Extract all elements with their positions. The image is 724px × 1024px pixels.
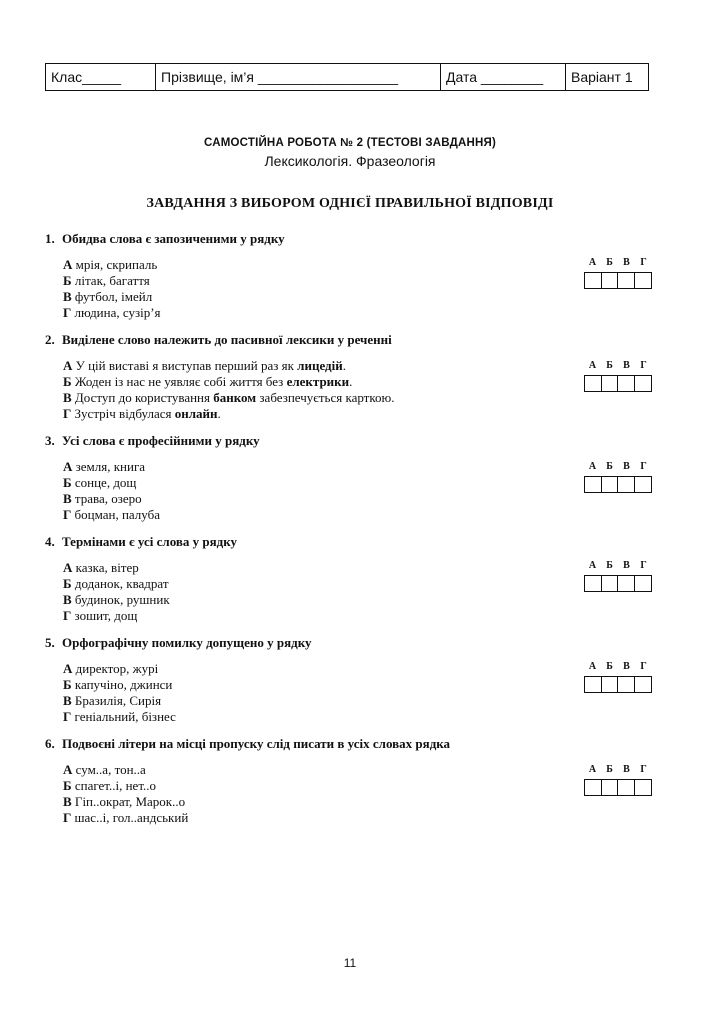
answer-box-d[interactable] [635, 376, 651, 391]
option-a [63, 762, 660, 778]
answer-box-d[interactable] [635, 273, 651, 288]
option-letter: В [63, 794, 72, 809]
option-text: Гіп..oкрат, Марок..о [71, 794, 186, 809]
class-field[interactable] [46, 64, 156, 90]
option-text: мрія, скрипаль [72, 257, 158, 272]
option-letter: А [63, 560, 73, 575]
question-number: 4. [45, 534, 55, 549]
option-d [63, 810, 660, 826]
answer-boxes [584, 575, 652, 592]
option-text: казка, вітер [72, 560, 139, 575]
question-number: 5. [45, 635, 55, 650]
option-c [63, 592, 660, 608]
answer-letters [584, 764, 654, 776]
option-text: директор, журі [72, 661, 159, 676]
option-letter: Г [63, 810, 72, 825]
option-c [63, 794, 660, 810]
option-b [63, 273, 660, 289]
option-letter: Б [63, 778, 72, 793]
question-text: Термінами є усі слова у рядку [62, 534, 238, 549]
answer-box-b[interactable] [602, 576, 619, 591]
work-title: САМОСТІЙНА РОБОТА № 2 (ТЕСТОВІ ЗАВДАННЯ) [203, 137, 497, 149]
option-b [63, 778, 660, 794]
option-text: літак, багаття [71, 273, 150, 288]
answer-letter: Б [606, 360, 613, 371]
question-number: 2. [45, 332, 55, 347]
answer-box-c[interactable] [618, 273, 635, 288]
option-a [63, 257, 660, 273]
option-letter: А [63, 661, 73, 676]
option-b [63, 374, 660, 390]
answer-letter: Б [606, 461, 613, 472]
answer-letter: Б [606, 560, 613, 571]
answer-box-b[interactable] [602, 780, 619, 795]
answer-box-b[interactable] [602, 677, 619, 692]
options-list [63, 358, 660, 422]
options-list [63, 257, 660, 321]
answer-letter: Г [640, 461, 647, 472]
option-text: футбол, імейл [71, 289, 153, 304]
answer-box-c[interactable] [618, 376, 635, 391]
answer-letter: Б [606, 661, 613, 672]
option-text-end: . [342, 358, 346, 373]
option-letter: Г [63, 507, 72, 522]
option-letter: А [63, 762, 73, 777]
answer-letter: Г [640, 360, 647, 371]
option-c [63, 693, 660, 709]
name-label: Прізвище, ім’я __________________ [161, 69, 399, 85]
answer-letter: В [623, 764, 630, 775]
answer-grid [584, 764, 654, 796]
answer-letters [584, 461, 654, 473]
answer-box-c[interactable] [618, 677, 635, 692]
option-text: будинок, рушник [71, 592, 170, 607]
answer-boxes [584, 272, 652, 289]
answer-box-d[interactable] [635, 477, 651, 492]
question-number: 6. [45, 736, 55, 751]
option-d [63, 507, 660, 523]
answer-box-a[interactable] [585, 576, 602, 591]
question-4 [45, 534, 660, 624]
answer-letter: А [588, 661, 597, 672]
option-text: зошит, дощ [71, 608, 138, 623]
answer-box-b[interactable] [602, 273, 619, 288]
option-text: земля, книга [72, 459, 146, 474]
answer-letter: Г [640, 257, 647, 268]
question-text: Усі слова є професійними у рядку [62, 433, 260, 448]
answer-box-b[interactable] [602, 376, 619, 391]
option-b [63, 677, 660, 693]
answer-box-c[interactable] [618, 576, 635, 591]
answer-box-a[interactable] [585, 376, 602, 391]
answer-letters [584, 661, 654, 673]
answer-box-a[interactable] [585, 273, 602, 288]
option-letter: В [63, 289, 72, 304]
option-text: доданок, квадрат [71, 576, 169, 591]
answer-letters [584, 360, 654, 372]
answer-box-d[interactable] [635, 576, 651, 591]
option-letter: Б [63, 576, 72, 591]
date-field[interactable] [441, 64, 566, 90]
student-info-table [45, 63, 649, 91]
option-text: Бразилія, Сирія [71, 693, 162, 708]
options-list [63, 459, 660, 523]
answer-letters [584, 257, 654, 269]
answer-letter: А [588, 257, 597, 268]
option-b [63, 576, 660, 592]
answer-box-a[interactable] [585, 477, 602, 492]
option-letter: В [63, 592, 72, 607]
option-a [63, 358, 660, 374]
option-text: трава, озеро [71, 491, 142, 506]
highlighted-word: електрики [286, 374, 350, 389]
option-letter: Б [63, 273, 72, 288]
answer-boxes [584, 676, 652, 693]
question-text: Виділене слово належить до пасивної лексики у реченні [62, 332, 392, 347]
variant-cell [566, 64, 648, 90]
option-letter: В [63, 390, 72, 405]
option-letter: А [63, 257, 73, 272]
topic-title: Лексикологія. Фразеологія [264, 153, 436, 169]
answer-box-c[interactable] [618, 780, 635, 795]
answer-letter: Б [606, 764, 613, 775]
option-text: Доступ до користування [71, 390, 214, 405]
answer-letter: В [623, 257, 630, 268]
option-text: геніальний, бізнес [71, 709, 176, 724]
answer-box-c[interactable] [618, 477, 635, 492]
option-letter: Г [63, 709, 72, 724]
question-number: 3. [45, 433, 55, 448]
question-text: Обидва слова є запозиченими у рядку [62, 231, 285, 246]
date-label: Дата ________ [446, 69, 544, 85]
option-letter: А [63, 459, 73, 474]
option-text-end: забезпечується карткою. [256, 390, 395, 405]
highlighted-word: банком [213, 390, 257, 405]
question-5 [45, 635, 660, 725]
option-letter: Б [63, 374, 72, 389]
option-text: сум..а, тон..а [72, 762, 146, 777]
answer-letter: Б [606, 257, 613, 268]
answer-letter: Г [640, 764, 647, 775]
section-title: ЗАВДАННЯ З ВИБОРОМ ОДНІЄЇ ПРАВИЛЬНОЇ ВІДПОВІДІ [146, 196, 554, 211]
option-text: Жоден із нас не уявляє собі життя без [71, 374, 287, 389]
question-heading [45, 332, 660, 348]
answer-grid [584, 560, 654, 592]
answer-letter: А [588, 560, 597, 571]
options-list [63, 560, 660, 624]
question-heading [45, 635, 660, 651]
option-text: капучіно, джинси [71, 677, 173, 692]
option-c [63, 390, 660, 406]
options-list [63, 762, 660, 826]
answer-letter: А [588, 461, 597, 472]
option-letter: В [63, 491, 72, 506]
answer-boxes [584, 476, 652, 493]
question-3 [45, 433, 660, 523]
option-text-end: . [349, 374, 353, 389]
options-list [63, 661, 660, 725]
question-heading [45, 433, 660, 449]
answer-box-b[interactable] [602, 477, 619, 492]
answer-letter: В [623, 661, 630, 672]
answer-box-d[interactable] [635, 780, 651, 795]
name-field[interactable] [156, 64, 441, 90]
answer-box-a[interactable] [585, 780, 602, 795]
option-d [63, 608, 660, 624]
question-text: Орфографічну помилку допущено у рядку [62, 635, 312, 650]
answer-grid [584, 360, 654, 392]
question-text: Подвоєні літери на місці пропуску слід писати в усіх словах рядка [62, 736, 451, 751]
answer-box-d[interactable] [635, 677, 651, 692]
answer-box-a[interactable] [585, 677, 602, 692]
option-text: сонце, дощ [71, 475, 137, 490]
answer-letter: В [623, 560, 630, 571]
answer-letter: В [623, 461, 630, 472]
option-a [63, 560, 660, 576]
question-heading [45, 231, 660, 247]
answer-grid [584, 661, 654, 693]
answer-grid [584, 257, 654, 289]
variant-label: Варіант 1 [571, 69, 633, 85]
answer-letter: А [588, 360, 597, 371]
option-a [63, 661, 660, 677]
option-d [63, 305, 660, 321]
option-text: спагет..і, нет..о [71, 778, 157, 793]
question-1 [45, 231, 660, 321]
option-letter: Г [63, 608, 72, 623]
question-heading [45, 534, 660, 550]
option-d [63, 709, 660, 725]
question-number: 1. [45, 231, 55, 246]
class-label: Клас_____ [51, 69, 122, 85]
option-text: людина, сузір’я [71, 305, 161, 320]
answer-letters [584, 560, 654, 572]
answer-letter: В [623, 360, 630, 371]
question-2 [45, 332, 660, 422]
option-text: Зустріч відбулася [71, 406, 175, 421]
option-letter: Г [63, 406, 72, 421]
option-b [63, 475, 660, 491]
option-text-end: . [217, 406, 221, 421]
option-letter: В [63, 693, 72, 708]
highlighted-word: онлайн [174, 406, 218, 421]
option-c [63, 289, 660, 305]
option-text: шас..і, гол..андський [71, 810, 189, 825]
option-text: боцман, палуба [71, 507, 161, 522]
option-letter: Б [63, 677, 72, 692]
answer-grid [584, 461, 654, 493]
answer-letter: Г [640, 560, 647, 571]
answer-boxes [584, 779, 652, 796]
answer-letter: А [588, 764, 597, 775]
option-text: У цій виставі я виступав перший раз як [72, 358, 298, 373]
highlighted-word: лицедій [297, 358, 343, 373]
option-letter: А [63, 358, 73, 373]
answer-boxes [584, 375, 652, 392]
option-c [63, 491, 660, 507]
option-letter: Г [63, 305, 72, 320]
option-a [63, 459, 660, 475]
option-letter: Б [63, 475, 72, 490]
option-d [63, 406, 660, 422]
page-number: 11 [343, 956, 357, 970]
question-6 [45, 736, 660, 826]
question-heading [45, 736, 660, 752]
answer-letter: Г [640, 661, 647, 672]
